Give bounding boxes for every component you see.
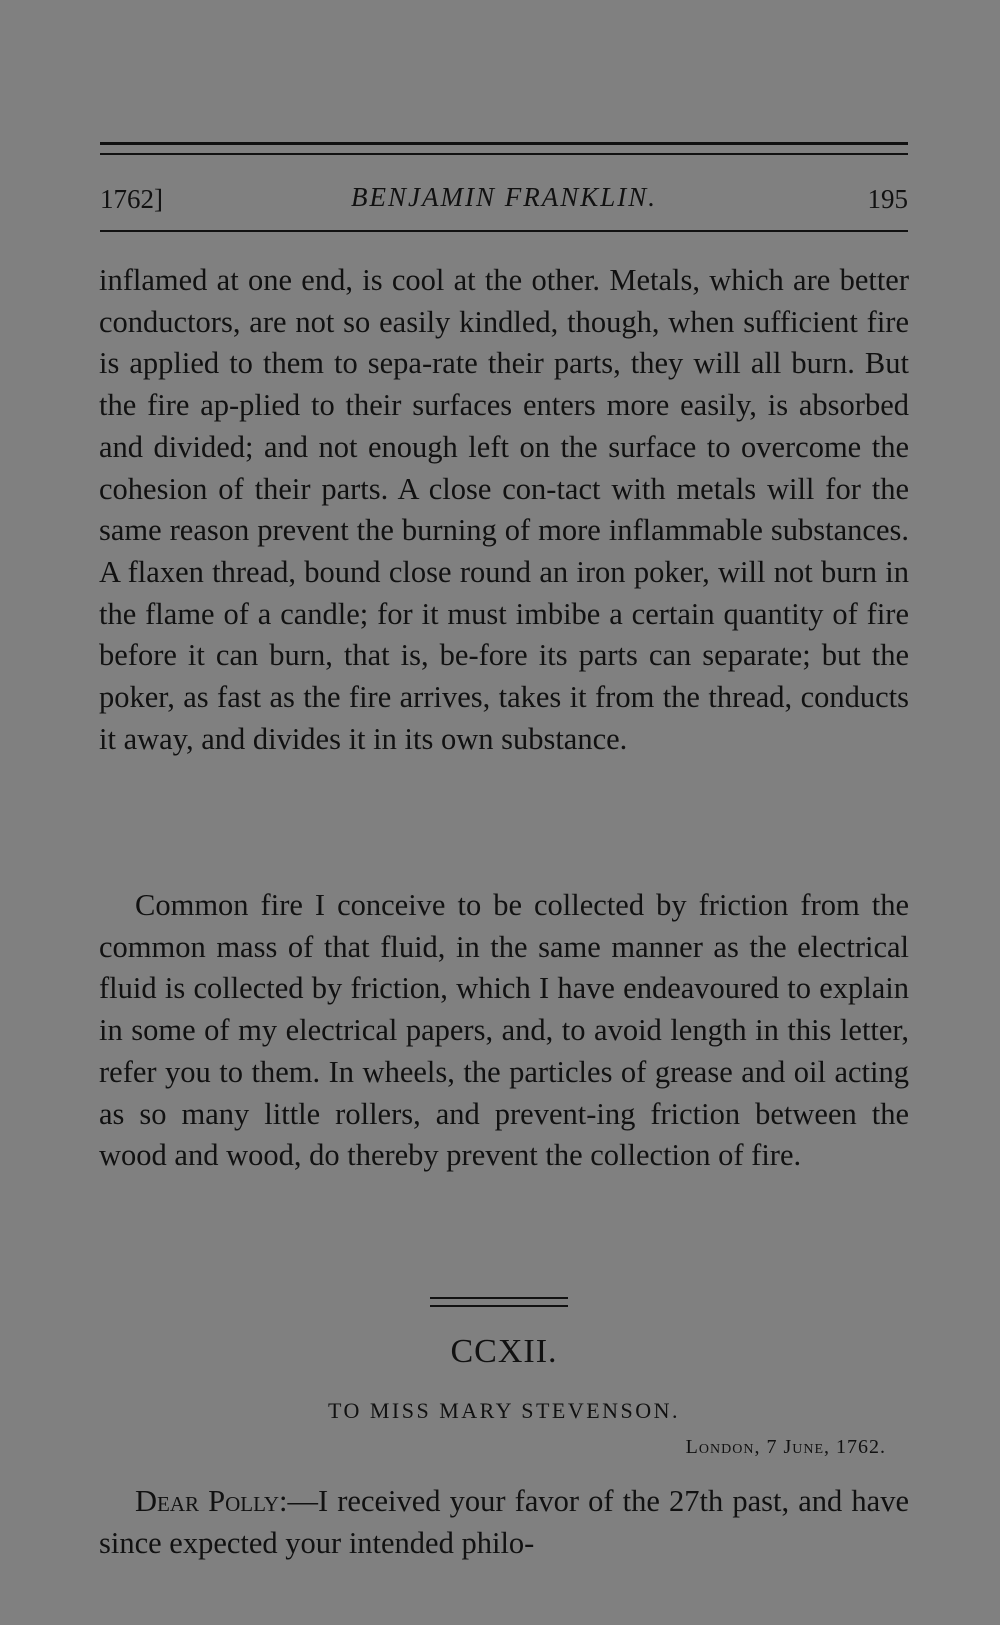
letter-opening-text: :—I received your favor of the 27th past, and have since expected your intended philo-: [99, 1484, 909, 1560]
paragraph-common-fire: Common fire I conceive to be collected by friction from the common mass of that fluid, in the same manner as the electrical fluid is collected by friction, which I have endeavoured to explain in some of my electrical papers, and, to avoid length in this letter, refer you to them. In wheels, the particles of grease and oil acting as so many little rollers, and prevent-ing friction between the wood and wood, do thereby prevent the collection of fire.: [99, 888, 909, 1173]
letter-dateline: London, 7 June, 1762.: [685, 1436, 886, 1458]
running-head: [100, 178, 908, 218]
section-divider-lower: [430, 1305, 568, 1307]
top-double-rule-lower: [100, 153, 908, 155]
running-head-rule: [100, 230, 908, 232]
letter-recipient: TO MISS MARY STEVENSON.: [327, 1398, 681, 1423]
section-divider-upper: [430, 1297, 568, 1299]
running-head-year: 1762]: [100, 184, 163, 214]
letter-opening: [99, 1481, 909, 1564]
running-head-title: BENJAMIN FRANKLIN.: [351, 182, 657, 212]
letter-salutation: Dear Polly: [135, 1484, 279, 1518]
page-number: 195: [867, 184, 908, 214]
section-number: CCXII.: [450, 1333, 558, 1370]
top-double-rule-upper: [100, 142, 908, 145]
paragraph-continued: inflamed at one end, is cool at the other. Metals, which are better conductors, are not so easily kindled, though, when sufficient fire is applied to them to sepa-rate their parts, they will all burn. But the fire ap-plied to their surfaces enters more easily, is absorbed and divided; and not enough left on the surface to overcome the cohesion of their parts. A close con-tact with metals will for the same reason prevent the burning of more inflammable substances. A flaxen thread, bound close round an iron poker, will not burn in the flame of a candle; for it must imbibe a certain quantity of fire before it can burn, that is, be-fore its parts can separate; but the poker, as fast as the fire arrives, takes it from the thread, conducts it away, and divides it in its own substance.: [99, 263, 909, 756]
